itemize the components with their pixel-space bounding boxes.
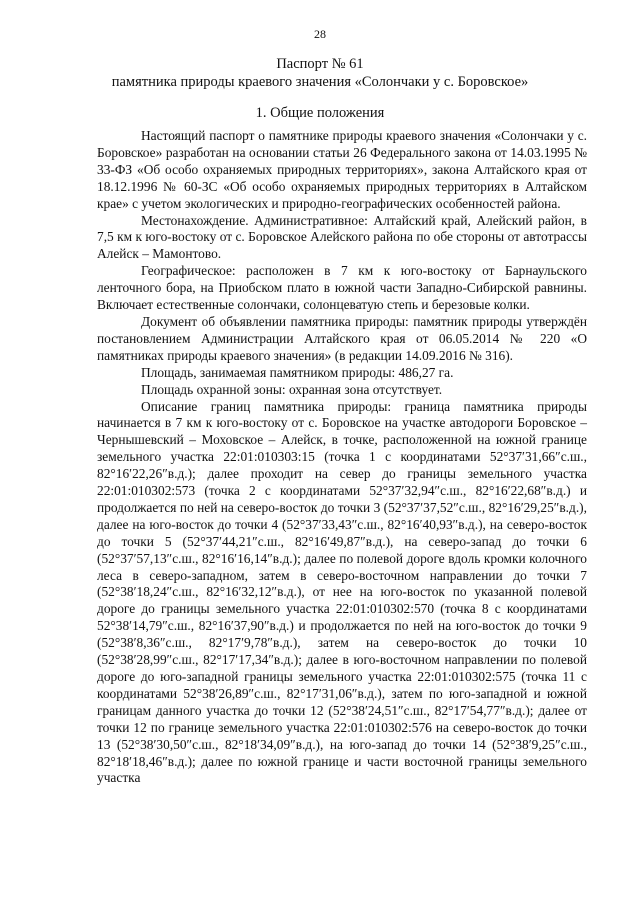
paragraph-buffer-zone: Площадь охранной зоны: охранная зона отсутствует. [141, 381, 443, 397]
document-title: Паспорт № 61 [276, 56, 364, 72]
body-text [97, 128, 587, 787]
page-number: 28 [314, 27, 326, 41]
section-heading: 1. Общие положения [255, 105, 385, 121]
paragraph-boundary-description: Описание границ памятника природы: граница памятника природы начинается в 7 км к юго-востоку от с. Боровское на участке автодороги Боровское – Чернышевский – Моховское – Алейск, в точке, расположенной на южной границе земельного участка 22:01:010303:15 (точка 1 с координатами 52°37′31,66″с.ш., 82°16′22,26″в.д.); далее проходит на север до границы земельного участка 22:01:010302:573 (точка 2 с координатами 52°37′32,94″с.ш., 82°16′22,68″в.д.) и продолжается по ней на северо-восток до точки 3 (52°37′37,52″с.ш., 82°16′29,25″в.д.), далее на юго-восток до точки 4 (52°37′33,43″с.ш., 82°16′40,93″в.д.), на северо-восток до точки 5 (52°37′44,21″с.ш., 82°16′49,87″в.д.), на северо-запад до точки 6 (52°37′57,13″с.ш., 82°16′16,14″в.д.); далее по полевой дороге вдоль кромки колочного леса в северо-западном, затем в северо-восточном направлении до точки 7 (52°38′18,24″с.ш., 82°16′32,12″в.д.), от нее на юго-восток по указанной полевой дороге до границы земельного участка 22:01:010302:570 (точка 8 с координатами 52°38′14,79″с.ш., 82°16′37,90″в.д.) и продолжается по ней на юго-восток до точки 9 (52°38′8,36″с.ш., 82°17′9,78″в.д.), затем на северо-восток до точки 10 (52°38′28,99″с.ш., 82°17′17,34″в.д.); далее в юго-восточном направлении по полевой дороге до юго-западной границы земельного участка 22:01:010302:575 (точка 11 с координатами 52°38′26,89″с.ш., 82°17′31,06″в.д.), затем по юго-западной и южной границам данного участка до точки 12 (52°38′24,51″с.ш., 82°17′54,77″в.д.); далее от точки 12 по границе земельного участка 22:01:010302:576 на северо-восток до точки 13 (52°38′30,50″с.ш., 82°18′34,09″в.д.), на юго-запад до точки 14 (52°38′9,25″с.ш., 82°18′18,46″в.д.); далее по южной границе и части восточной границы земельного участка [97, 398, 587, 786]
document-subtitle: памятника природы краевого значения «Солончаки у с. Боровское» [111, 74, 529, 90]
paragraph-location-geo: Географическое: расположен в 7 км к юго-востоку от Барнаульского ленточного бора, на Приобском плато в южной части Западно-Сибирской равнины. Включает естественные солончаки, солонцеватую степь и березовые колки. [97, 263, 587, 313]
paragraph-location-admin: Местонахождение. Административное: Алтайский край, Алейский район, в 7,5 км к юго-востоку от с. Боровское Алейского района по обе стороны от автотрассы Алейск – Мамонтово. [97, 212, 587, 262]
paragraph-area: Площадь, занимаемая памятником природы: 486,27 га. [141, 364, 454, 380]
paragraph-establishment-document: Документ об объявлении памятника природы: памятник природы утверждён постановлением Администрации Алтайского края от 06.05.2014 № 220 «О памятниках природы краевого значения» (в редакции 14.09.2016 № 316). [97, 313, 587, 363]
paragraph-legal-basis: Настоящий паспорт о памятнике природы краевого значения «Солончаки у с. Боровское» разработан на основании статьи 26 Федерального закона от 14.03.1995 № 33-ФЗ «Об особо охраняемых природных территориях», закона Алтайского края от 18.12.1996 № 60-ЗС «Об особо охраняемых природных территориях в Алтайском крае» с учетом экологических и природно-географических особенностей района. [97, 128, 587, 211]
